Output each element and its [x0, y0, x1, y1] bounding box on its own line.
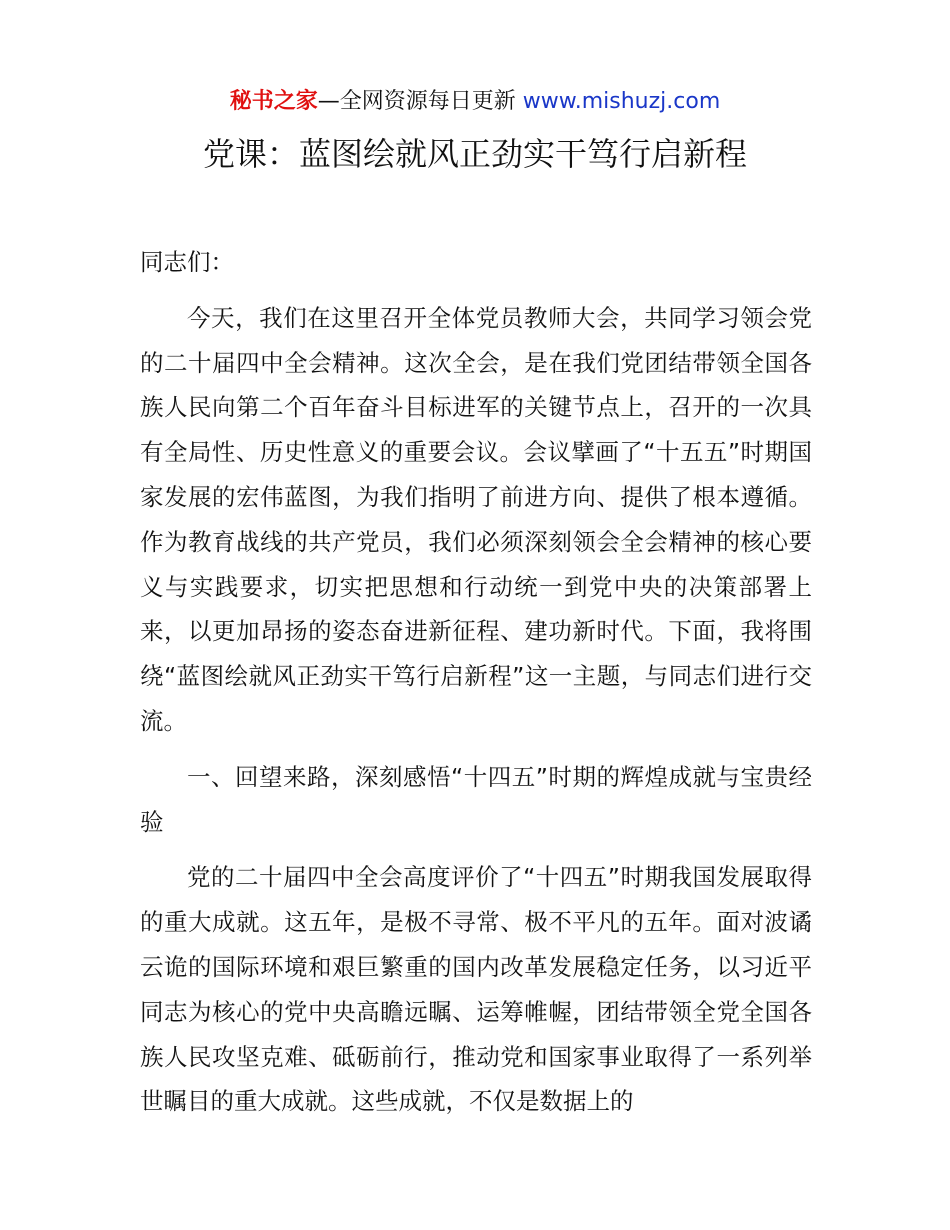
brand-name: 秘书之家 [229, 89, 318, 114]
site-banner [0, 86, 950, 118]
section-heading: 一、回望来路，深刻感悟“十四五”时期的辉煌成就与宝贵经验 [140, 762, 812, 836]
section-paragraph: 党的二十届四中全会高度评价了“十四五”时期我国发展取得的重大成就。这五年，是极不寻常、极不平凡的五年。面对波谲云诡的国际环境和艰巨繁重的国内改革发展稳定任务，以习近平同志为核心的党中央高瞻远瞩、运筹帷幄，团结带领全党全国各族人民攻坚克难、砥砺前行，推动党和国家事业取得了一系列举世瞩目的重大成就。这些成就，不仅是数据上的 [140, 863, 812, 1116]
banner-slogan: —全网资源每日更新 [317, 89, 523, 114]
document-title: 党课：蓝图绘就风正劲实干笃行启新程 [202, 135, 747, 173]
intro-paragraph: 今天，我们在这里召开全体党员教师大会，共同学习领会党的二十届四中全会精神。这次全会，是在我们党团结带领全国各族人民向第二个百年奋斗目标进军的关键节点上，召开的一次具有全局性、历史性意义的重要会议。会议擘画了“十五五”时期国家发展的宏伟蓝图，为我们指明了前进方向、提供了根本遵循。作为教育战线的共产党员，我们必须深刻领会全会精神的核心要义与实践要求，切实把思想和行动统一到党中央的决策部署上来，以更加昂扬的姿态奋进新征程、建功新时代。下面，我将围绕“蓝图绘就风正劲实干笃行启新程”这一主题，与同志们进行交流。 [140, 303, 812, 735]
site-url-link[interactable]: www.mishuzj.com [522, 89, 721, 114]
document-body [140, 240, 812, 1124]
salutation: 同志们： [140, 248, 234, 276]
